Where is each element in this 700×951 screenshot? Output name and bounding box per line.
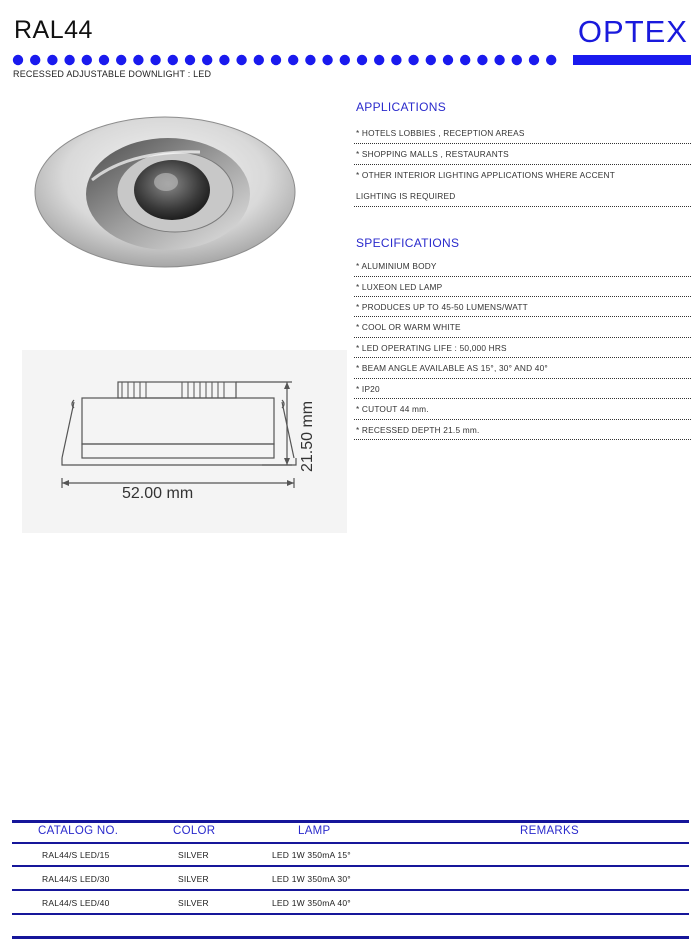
list-item: * IP20 — [354, 379, 691, 400]
divider-dot — [236, 55, 246, 65]
divider-dot — [460, 55, 470, 65]
divider-dot — [391, 55, 401, 65]
header-catalog-no: CATALOG NO. — [38, 825, 119, 837]
divider-dot — [254, 55, 264, 65]
cell-lamp: LED 1W 350mA 15° — [272, 850, 351, 860]
divider-dot — [47, 55, 57, 65]
list-item: LIGHTING IS REQUIRED — [354, 186, 691, 207]
cell-lamp: LED 1W 350mA 40° — [272, 898, 351, 908]
list-item: * ALUMINIUM BODY — [354, 256, 691, 277]
list-item: * HOTELS LOBBIES , RECEPTION AREAS — [354, 123, 691, 144]
dimension-drawing — [22, 350, 347, 533]
list-item: * PRODUCES UP TO 45-50 LUMENS/WATT — [354, 297, 691, 318]
cell-lamp: LED 1W 350mA 30° — [272, 874, 351, 884]
list-item: * COOL OR WARM WHITE — [354, 317, 691, 338]
divider-dot — [185, 55, 195, 65]
table-row-rule — [12, 913, 689, 915]
model-title: RAL44 — [14, 16, 93, 44]
applications-title: APPLICATIONS — [356, 100, 447, 114]
divider-dot — [288, 55, 298, 65]
divider-dot — [271, 55, 281, 65]
table-row-rule — [12, 889, 689, 891]
divider-dot — [99, 55, 109, 65]
header-remarks: REMARKS — [520, 825, 579, 837]
divider-dot — [133, 55, 143, 65]
applications-list — [354, 123, 691, 207]
table-row-rule — [12, 865, 689, 867]
cell-color: SILVER — [178, 850, 209, 860]
list-item: * OTHER INTERIOR LIGHTING APPLICATIONS WHERE ACCENT — [356, 170, 615, 180]
cell-color: SILVER — [178, 898, 209, 908]
header-lamp: LAMP — [298, 825, 331, 837]
divider-dot — [202, 55, 212, 65]
divider-dot — [150, 55, 160, 65]
divider-dot — [13, 55, 23, 65]
drawing-height-label: 21.50 mm — [299, 400, 316, 472]
divider-dot — [322, 55, 332, 65]
divider-dot — [426, 55, 436, 65]
cell-color: SILVER — [178, 874, 209, 884]
cell-catalog-no: RAL44/S LED/15 — [42, 850, 110, 860]
divider-dot — [494, 55, 504, 65]
list-item: * LED OPERATING LIFE : 50,000 HRS — [354, 338, 691, 359]
table-top-rule — [12, 820, 689, 823]
header-color: COLOR — [173, 825, 216, 837]
divider-dot — [305, 55, 315, 65]
drawing-width-label: 52.00 mm — [122, 485, 194, 502]
list-item: * CUTOUT 44 mm. — [354, 399, 691, 420]
list-item: * RECESSED DEPTH 21.5 mm. — [354, 420, 691, 441]
divider-dot — [477, 55, 487, 65]
divider-dot — [374, 55, 384, 65]
divider-dot — [168, 55, 178, 65]
divider-dot — [546, 55, 556, 65]
divider-dot — [512, 55, 522, 65]
product-photo — [30, 110, 300, 275]
divider-dot — [219, 55, 229, 65]
specifications-list — [354, 256, 691, 440]
brand-underline-bar — [573, 55, 691, 65]
product-subtitle: RECESSED ADJUSTABLE DOWNLIGHT : LED — [13, 69, 212, 79]
divider-dot — [357, 55, 367, 65]
cell-catalog-no: RAL44/S LED/40 — [42, 898, 110, 908]
table-header-rule — [12, 842, 689, 844]
specifications-title: SPECIFICATIONS — [356, 236, 460, 250]
table-bottom-rule — [12, 936, 689, 939]
cell-catalog-no: RAL44/S LED/30 — [42, 874, 110, 884]
divider-dot — [443, 55, 453, 65]
divider-dot — [340, 55, 350, 65]
divider-dot — [82, 55, 92, 65]
divider-dot — [30, 55, 40, 65]
divider-dot — [64, 55, 74, 65]
list-item: * SHOPPING MALLS , RESTAURANTS — [354, 144, 691, 165]
list-item: * LUXEON LED LAMP — [354, 277, 691, 297]
divider-dot — [116, 55, 126, 65]
dot-divider — [12, 54, 557, 66]
divider-dot — [408, 55, 418, 65]
brand-logo: OPTEX — [577, 14, 688, 49]
list-item: * BEAM ANGLE AVAILABLE AS 15°, 30° AND 40° — [354, 358, 691, 379]
divider-dot — [529, 55, 539, 65]
